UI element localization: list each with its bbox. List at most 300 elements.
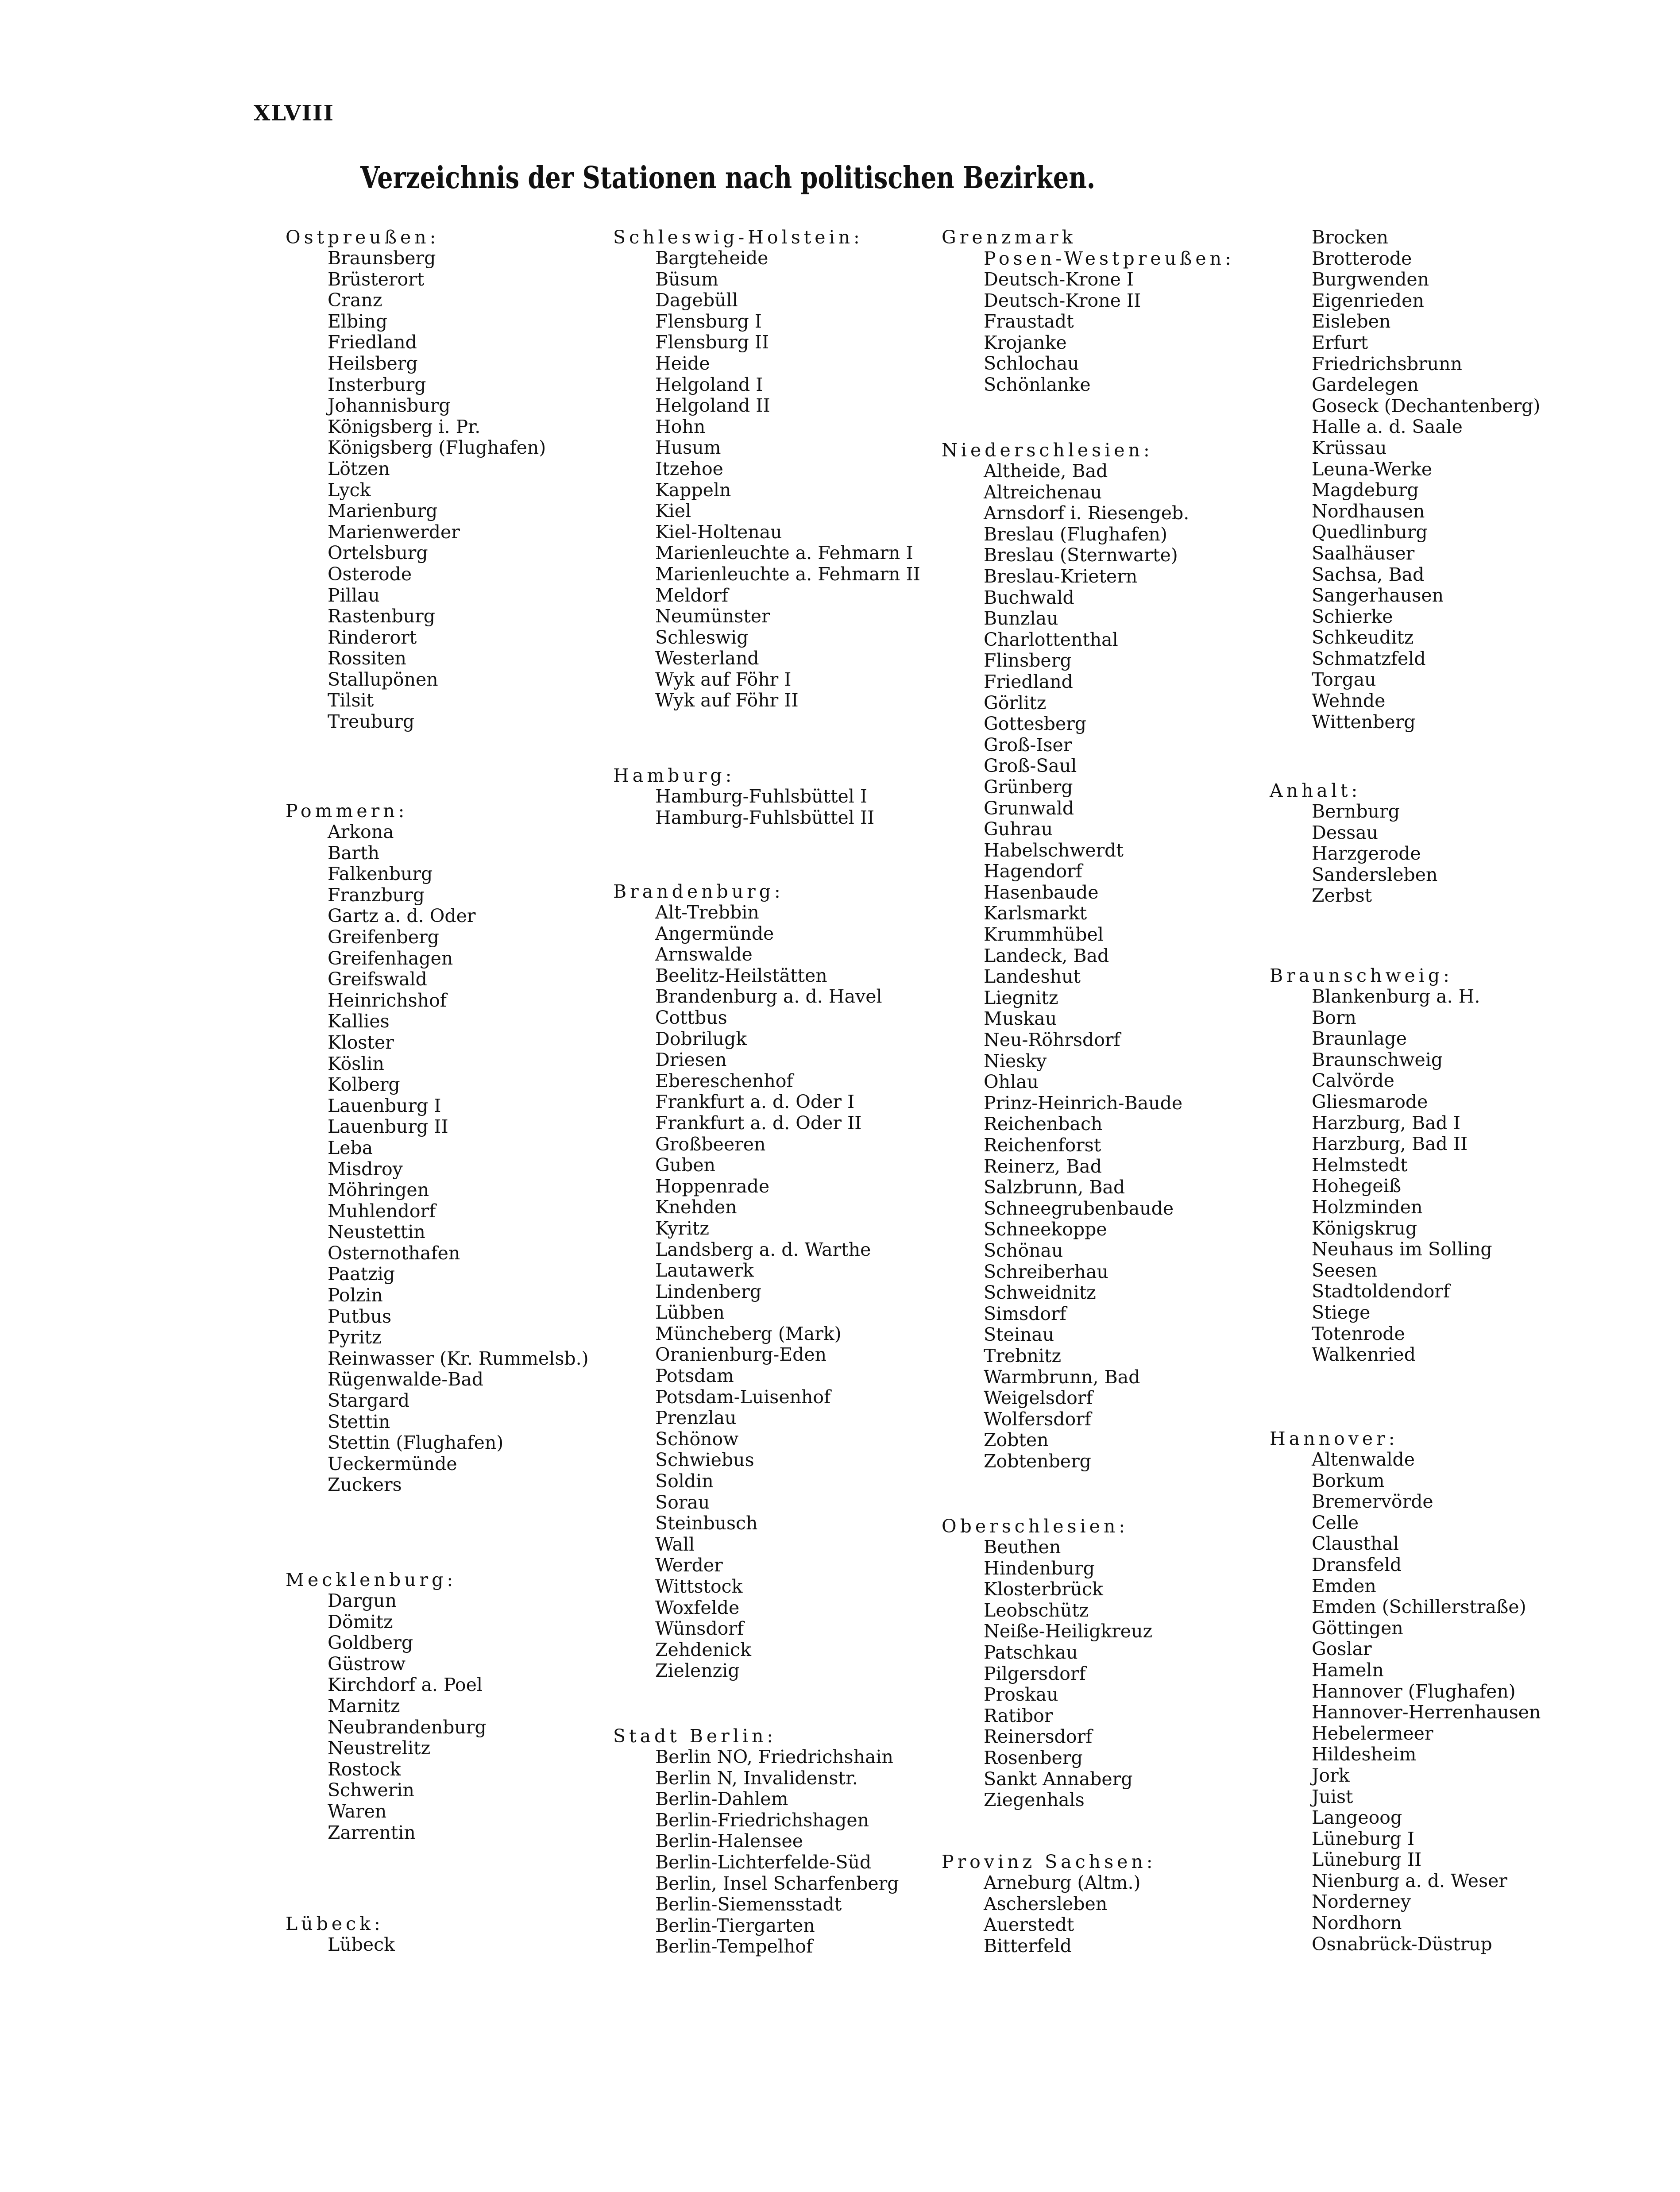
station-entry: Pilgersdorf [984,1663,1086,1684]
station-entry: Misdroy [328,1158,403,1180]
station-entry: Kyritz [655,1217,709,1239]
station-entry: Totenrode [1312,1323,1405,1344]
station-entry: Heide [655,352,710,374]
station-entry: Guhrau [984,818,1053,840]
station-entry: Frankfurt a. d. Oder II [655,1112,862,1134]
station-entry: Köslin [328,1053,384,1074]
station-entry: Neustettin [328,1221,425,1243]
station-entry: Rossiten [328,648,406,669]
station-entry: Niesky [984,1050,1047,1072]
station-entry: Königsberg i. Pr. [328,416,481,437]
station-entry: Pillau [328,584,380,606]
station-entry: Goslar [1312,1638,1372,1660]
station-entry: Altenwalde [1312,1449,1415,1470]
section-heading: Schleswig-Holstein: [613,227,863,248]
station-entry: Buchwald [984,587,1074,608]
station-entry: Kappeln [655,479,731,501]
station-entry: Grunwald [984,797,1074,819]
section-provinz-sachsen-continued [1270,227,1540,733]
station-entry: Auerstedt [984,1914,1074,1936]
station-entry: Angermünde [655,922,774,944]
station-list [1270,1449,1541,1955]
station-entry: Muhlendorf [328,1200,436,1222]
station-entry: Reichenbach [984,1113,1103,1135]
station-entry: Schwerin [328,1779,414,1801]
station-entry: Großbeeren [655,1133,766,1155]
station-entry: Altreichenau [984,481,1102,503]
station-entry: Deutsch-Krone II [984,289,1141,311]
station-entry: Eigenrieden [1312,289,1424,311]
section-heading: Hannover: [1270,1428,1398,1449]
station-entry: Sangerhausen [1312,585,1444,606]
station-entry: Sankt Annaberg [984,1768,1133,1790]
station-list [286,1590,487,1843]
station-entry: Marienwerder [328,521,460,543]
station-list [942,1537,1152,1811]
station-entry: Langeoog [1312,1807,1402,1829]
station-entry: Burgwenden [1312,269,1429,290]
station-entry: Osterode [328,563,412,585]
station-entry: Lauenburg II [328,1116,448,1138]
station-entry: Saalhäuser [1312,542,1415,564]
station-entry: Woxfelde [655,1597,740,1618]
station-entry: Sorau [655,1491,710,1513]
station-entry: Nordhausen [1312,500,1425,522]
station-entry: Walkenried [1312,1344,1416,1366]
station-entry: Neubrandenburg [328,1716,487,1738]
station-entry: Arneburg (Altm.) [984,1872,1141,1893]
section-grenzmark [942,227,1235,396]
station-list [286,248,546,733]
station-entry: Neuhaus im Solling [1312,1239,1492,1260]
station-entry: Ortelsburg [328,542,428,564]
station-entry: Kallies [328,1011,390,1032]
station-entry: Norderney [1312,1891,1411,1913]
station-entry: Stallupönen [328,668,438,690]
station-entry: Arkona [328,821,394,842]
station-entry: Falkenburg [328,863,433,885]
station-entry: Weigelsdorf [984,1387,1093,1409]
station-entry: Leobschütz [984,1599,1089,1621]
station-entry: Leuna-Werke [1312,458,1433,480]
station-list [286,1934,395,1956]
station-entry: Gottesberg [984,713,1087,735]
station-entry: Steinbusch [655,1513,758,1534]
station-entry: Tilsit [328,690,374,711]
station-entry: Steinau [984,1324,1054,1346]
station-entry: Beuthen [984,1536,1061,1558]
station-entry: Rinderort [328,626,417,648]
station-entry: Treuburg [328,711,415,733]
station-entry: Hohn [655,416,706,437]
section-oberschlesien [942,1516,1152,1811]
station-entry: Wittenberg [1312,711,1416,733]
station-entry: Lyck [328,479,371,501]
section-heading: Ostpreußen: [286,227,440,248]
station-entry: Gartz a. d. Oder [328,905,476,927]
section-heading: Mecklenburg: [286,1569,457,1590]
station-entry: Franzburg [328,884,425,906]
station-entry: Warmbrunn, Bad [984,1366,1140,1388]
section-hannover [1270,1428,1541,1955]
station-entry: Friedrichsbrunn [1312,353,1462,374]
station-entry: Hannover-Herrenhausen [1312,1702,1541,1723]
station-entry: Rügenwalde-Bad [328,1369,484,1390]
station-entry: Wyk auf Föhr I [655,668,792,690]
station-entry: Erfurt [1312,332,1368,353]
station-entry: Harzgerode [1312,843,1421,864]
station-entry: Halle a. d. Saale [1312,416,1463,438]
station-entry: Kolberg [328,1074,400,1096]
station-entry: Schönow [655,1428,739,1450]
station-entry: Paatzig [328,1263,395,1285]
station-entry: Zuckers [328,1474,402,1496]
station-entry: Zobten [984,1429,1049,1451]
station-entry: Johannisburg [328,395,451,417]
station-entry: Gardelegen [1312,374,1419,396]
station-entry: Helgoland II [655,395,770,417]
station-entry: Görlitz [984,692,1047,714]
station-entry: Lübben [655,1302,725,1324]
station-entry: Proskau [984,1684,1058,1706]
station-entry: Schleswig [655,626,749,648]
station-entry: Marienleuchte a. Fehmarn I [655,542,913,564]
station-entry: Möhringen [328,1179,429,1201]
section-heading: Grenzmark [942,227,1077,248]
station-entry: Simsdorf [984,1303,1066,1324]
station-list [942,269,1235,396]
section-heading: Pommern: [286,800,408,822]
station-entry: Bernburg [1312,801,1400,822]
station-entry: Müncheberg (Mark) [655,1323,842,1344]
station-entry: Putbus [328,1305,392,1327]
station-entry: Dessau [1312,822,1379,843]
station-entry: Kirchdorf a. Poel [328,1674,483,1696]
station-entry: Wünsdorf [655,1618,744,1640]
station-entry: Holzminden [1312,1196,1423,1218]
station-entry: Arnswalde [655,944,753,965]
station-entry: Zehdenick [655,1639,751,1660]
station-entry: Königsberg (Flughafen) [328,437,546,459]
section-heading: Brandenburg: [613,881,784,902]
station-entry: Königskrug [1312,1217,1417,1239]
station-entry: Magdeburg [1312,479,1419,501]
page-number: XLVIII [254,101,334,126]
section-schleswig-holstein [613,227,920,711]
station-entry: Heilsberg [328,352,418,374]
station-entry: Landeshut [984,966,1081,988]
station-entry: Sandersleben [1312,864,1438,885]
station-entry: Rosenberg [984,1747,1083,1768]
station-entry: Helmstedt [1312,1154,1408,1176]
station-entry: Brocken [1312,227,1388,248]
station-entry: Prinz-Heinrich-Baude [984,1092,1183,1114]
station-entry: Fraustadt [984,311,1074,332]
station-entry: Hildesheim [1312,1744,1417,1765]
station-entry: Lüneburg II [1312,1849,1422,1871]
station-entry: Oranienburg-Eden [655,1344,827,1366]
station-entry: Schmatzfeld [1312,648,1426,669]
station-entry: Waren [328,1800,387,1822]
station-list [613,1747,899,1957]
station-entry: Borkum [1312,1470,1385,1491]
station-list [613,248,920,711]
station-entry: Berlin-Tempelhof [655,1936,813,1957]
station-entry: Schönau [984,1239,1063,1261]
station-entry: Lübeck [328,1934,395,1955]
station-entry: Deutsch-Krone I [984,269,1134,290]
station-entry: Neu-Röhrsdorf [984,1029,1120,1051]
section-luebeck [286,1913,395,1956]
station-entry: Itzehoe [655,458,723,479]
station-entry: Schlochau [984,353,1079,374]
section-niederschlesien [942,440,1189,1472]
station-entry: Arnsdorf i. Riesengeb. [984,502,1190,524]
station-entry: Friedland [984,671,1073,692]
section-hamburg [613,765,874,828]
station-entry: Calvörde [1312,1070,1394,1092]
station-entry: Ratibor [984,1705,1053,1726]
station-entry: Greifenhagen [328,947,453,969]
station-entry: Guben [655,1154,716,1176]
station-entry: Grünberg [984,776,1073,798]
station-list [1270,986,1492,1366]
station-entry: Clausthal [1312,1533,1399,1555]
station-entry: Berlin-Dahlem [655,1788,788,1810]
station-entry: Helgoland I [655,374,763,395]
station-entry: Groß-Iser [984,734,1072,756]
station-entry: Greifswald [328,969,427,990]
station-entry: Lauenburg I [328,1095,441,1116]
station-entry: Berlin-Lichterfelde-Süd [655,1851,872,1873]
station-entry: Emden [1312,1575,1376,1597]
station-entry: Schierke [1312,606,1393,627]
station-list [613,786,874,828]
station-entry: Bunzlau [984,608,1058,629]
station-entry: Ebereschenhof [655,1070,793,1092]
station-entry: Brüsterort [328,268,425,290]
station-entry: Schkeuditz [1312,627,1414,648]
station-entry: Dargun [328,1590,397,1611]
station-entry: Berlin-Tiergarten [655,1914,815,1936]
station-entry: Dömitz [328,1611,393,1632]
station-entry: Berlin N, Invalidenstr. [655,1767,858,1789]
station-entry: Schweidnitz [984,1282,1096,1304]
station-entry: Kloster [328,1031,394,1053]
station-list [942,1872,1156,1957]
station-entry: Göttingen [1312,1617,1403,1639]
station-entry: Dagebüll [655,289,738,311]
section-braunschweig [1270,965,1492,1366]
station-entry: Marienleuchte a. Fehmarn II [655,563,920,585]
station-entry: Zerbst [1312,885,1372,907]
station-entry: Muskau [984,1008,1057,1030]
station-entry: Nienburg a. d. Weser [1312,1870,1507,1891]
station-entry: Polzin [328,1285,383,1306]
section-heading: Hamburg: [613,765,735,786]
station-entry: Neumünster [655,606,770,627]
station-entry: Hagendorf [984,861,1082,882]
station-entry: Potsdam-Luisenhof [655,1386,831,1408]
station-entry: Zielenzig [655,1660,740,1682]
section-heading-continued: Posen-Westpreußen: [984,248,1235,269]
station-entry: Emden (Schillerstraße) [1312,1596,1526,1618]
station-entry: Krummhübel [984,924,1104,945]
station-entry: Knehden [655,1196,737,1218]
station-entry: Aschersleben [984,1893,1108,1914]
section-heading: Lübeck: [286,1913,384,1934]
station-list [613,902,882,1682]
station-entry: Braunschweig [1312,1049,1443,1070]
station-entry: Osnabrück-Düstrup [1312,1933,1492,1955]
station-entry: Groß-Saul [984,755,1077,777]
station-list [286,822,589,1496]
station-entry: Stettin [328,1411,390,1432]
station-entry: Bargteheide [655,247,769,269]
station-entry: Lautawerk [655,1260,754,1281]
station-entry: Neiße-Heiligkreuz [984,1621,1153,1642]
station-entry: Breslau (Flughafen) [984,523,1167,545]
station-entry: Celle [1312,1512,1359,1533]
station-entry: Flensburg I [655,310,762,332]
station-entry: Karlsmarkt [984,903,1087,924]
station-entry: Schönlanke [984,374,1091,395]
station-entry: Reinerz, Bad [984,1155,1102,1177]
station-entry: Brotterode [1312,247,1412,269]
station-entry: Kiel [655,500,691,522]
station-entry: Hindenburg [984,1557,1095,1579]
station-entry: Berlin-Halensee [655,1830,803,1852]
station-entry: Stargard [328,1390,410,1412]
station-entry: Jork [1312,1764,1350,1786]
station-entry: Flensburg II [655,332,769,353]
station-entry: Landsberg a. d. Warthe [655,1239,871,1260]
station-entry: Bremervörde [1312,1491,1433,1513]
station-entry: Krüssau [1312,437,1387,459]
station-entry: Sachsa, Bad [1312,563,1425,585]
station-entry: Klosterbrück [984,1578,1103,1600]
station-entry: Zobtenberg [984,1450,1091,1472]
station-entry: Soldin [655,1470,714,1492]
station-entry: Hebelermeer [1312,1722,1433,1744]
station-entry: Reichenforst [984,1135,1101,1156]
station-entry: Goldberg [328,1632,413,1654]
station-entry: Breslau-Krietern [984,565,1138,587]
station-entry: Berlin, Insel Scharfenberg [655,1872,899,1894]
station-entry: Born [1312,1007,1356,1028]
station-entry: Stadtoldendorf [1312,1281,1450,1302]
station-entry: Westerland [655,648,759,669]
section-provinz-sachsen [942,1851,1156,1957]
station-entry: Hasenbaude [984,881,1099,903]
station-entry: Lindenberg [655,1281,762,1302]
station-entry: Bitterfeld [984,1935,1072,1957]
station-entry: Wall [655,1533,695,1555]
station-entry: Habelschwerdt [984,839,1124,861]
station-entry: Marnitz [328,1695,400,1717]
station-entry: Reinwasser (Kr. Rummelsb.) [328,1347,589,1369]
station-entry: Leba [328,1137,373,1158]
station-entry: Harzburg, Bad I [1312,1112,1461,1134]
station-entry: Prenzlau [655,1407,737,1429]
station-entry: Driesen [655,1049,727,1071]
station-entry: Greifenberg [328,926,439,948]
station-entry: Flinsberg [984,650,1072,671]
station-entry: Heinrichshof [328,989,447,1011]
station-entry: Alt-Trebbin [655,902,759,923]
station-entry: Schneekoppe [984,1219,1107,1240]
station-entry: Kiel-Holtenau [655,521,782,543]
station-entry: Eisleben [1312,311,1391,332]
station-entry: Zarrentin [328,1822,416,1843]
section-mecklenburg [286,1569,487,1843]
station-entry: Gliesmarode [1312,1091,1428,1112]
station-entry: Osternothafen [328,1242,460,1264]
station-entry: Neustrelitz [328,1737,431,1759]
station-entry: Landeck, Bad [984,945,1109,966]
station-entry: Hamburg-Fuhlsbüttel I [655,786,868,807]
station-entry: Hannover (Flughafen) [1312,1680,1516,1702]
station-entry: Wolfersdorf [984,1408,1091,1430]
station-entry: Juist [1312,1786,1353,1807]
station-entry: Rastenburg [328,606,435,627]
section-stadt-berlin [613,1725,899,1957]
station-entry: Braunsberg [328,247,436,269]
section-heading: Niederschlesien: [942,440,1153,461]
station-entry: Stettin (Flughafen) [328,1432,504,1454]
station-entry: Hoppenrade [655,1175,770,1197]
station-entry: Husum [655,437,721,459]
station-entry: Quedlinburg [1312,521,1428,543]
station-list [1270,801,1437,907]
station-entry: Cranz [328,289,382,311]
station-entry: Wehnde [1312,690,1386,712]
station-entry: Ziegenhals [984,1789,1085,1811]
station-entry: Wyk auf Föhr II [655,690,799,711]
station-entry: Patschkau [984,1641,1078,1663]
station-entry: Elbing [328,310,388,332]
station-entry: Güstrow [328,1653,406,1675]
station-entry: Braunlage [1312,1028,1407,1050]
station-list [1270,227,1540,733]
station-entry: Beelitz-Heilstätten [655,965,827,986]
station-entry: Potsdam [655,1365,734,1387]
station-entry: Lüneburg I [1312,1828,1415,1849]
station-entry: Schneegrubenbaude [984,1197,1174,1219]
station-entry: Liegnitz [984,987,1058,1008]
station-entry: Berlin NO, Friedrichshain [655,1746,893,1767]
station-entry: Ohlau [984,1071,1039,1093]
station-entry: Nordhorn [1312,1912,1402,1934]
station-entry: Seesen [1312,1259,1378,1281]
station-entry: Dobrilugk [655,1028,747,1050]
section-ostpreussen [286,227,546,733]
section-heading: Stadt Berlin: [613,1725,777,1747]
station-entry: Trebnitz [984,1345,1062,1366]
station-entry: Berlin-Friedrichshagen [655,1809,869,1831]
station-entry: Barth [328,842,380,864]
station-entry: Altheide, Bad [984,460,1108,482]
section-heading: Oberschlesien: [942,1516,1129,1537]
section-anhalt [1270,780,1437,907]
station-entry: Wittstock [655,1576,743,1597]
section-pommern [286,800,589,1496]
station-entry: Schreiberhau [984,1261,1108,1282]
station-entry: Brandenburg a. d. Havel [655,986,882,1007]
station-entry: Cottbus [655,1007,727,1028]
station-entry: Charlottenthal [984,629,1118,650]
station-entry: Hameln [1312,1659,1384,1681]
